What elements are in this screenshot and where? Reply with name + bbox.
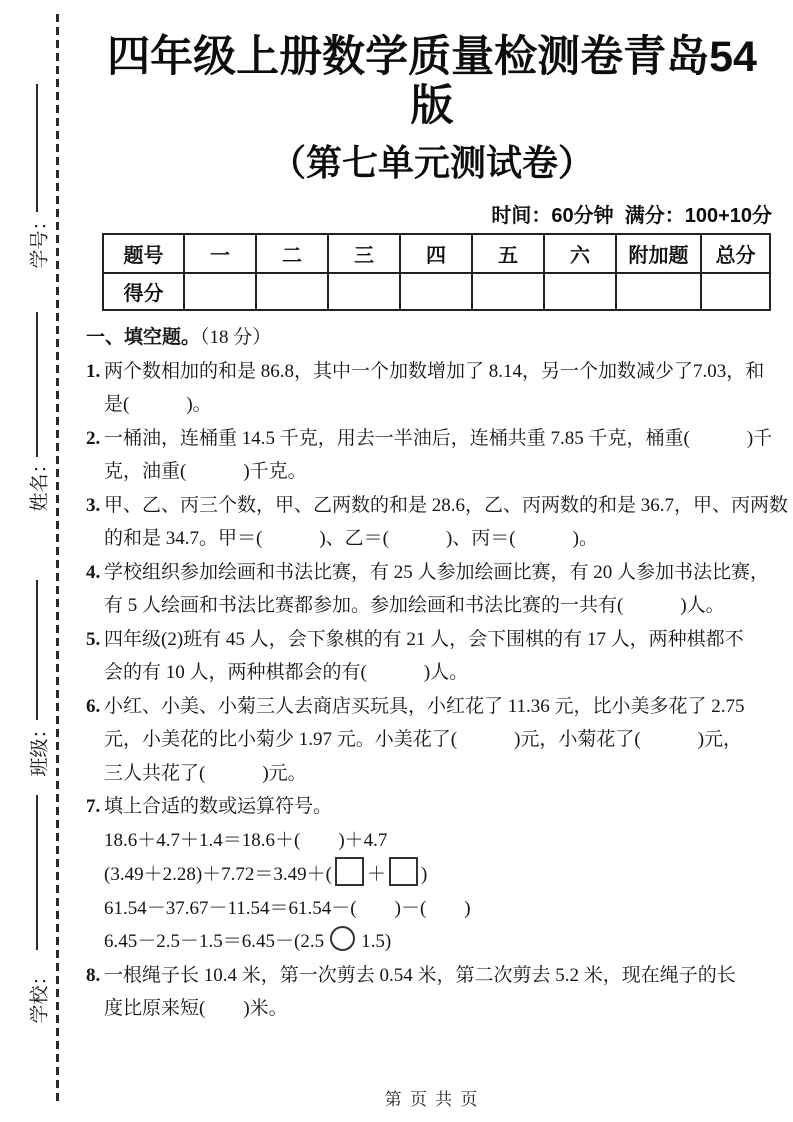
score-table-header-row bbox=[103, 234, 770, 273]
score-table-col: 总分 bbox=[701, 234, 770, 273]
formula-text: 6.45－2.5－1.5＝6.45－(2.5 bbox=[104, 931, 325, 953]
score-cell bbox=[616, 273, 701, 310]
question-line: 是( )。 bbox=[104, 394, 212, 416]
school-label: 学校： bbox=[29, 966, 51, 1024]
name-blank-line bbox=[36, 312, 38, 457]
question-line: 一桶油，连桶重 14.5 千克，用去一半油后，连桶共重 7.85 千克，桶重( )千 bbox=[104, 427, 773, 449]
score-table-col: 五 bbox=[472, 234, 544, 273]
score-table-corner: 题号 bbox=[103, 234, 184, 273]
question-number: 7. bbox=[86, 796, 101, 818]
formula-text: ＋ bbox=[366, 864, 386, 886]
question-line: 学校组织参加绘画和书法比赛，有 25 人参加绘画比赛，有 20 人参加书法比赛， bbox=[104, 561, 770, 583]
score-table-col: 附加题 bbox=[616, 234, 701, 273]
score-cell bbox=[544, 273, 616, 310]
score-table-score-row bbox=[103, 273, 770, 310]
question-4 bbox=[86, 556, 778, 623]
question-number: 8. bbox=[86, 964, 101, 986]
page-title: 四年级上册数学质量检测卷青岛54版 bbox=[107, 33, 757, 131]
question-7 bbox=[86, 790, 778, 959]
formula-text: ) bbox=[421, 864, 428, 886]
paper-content bbox=[86, 0, 789, 1026]
question-number: 1. bbox=[86, 360, 101, 382]
question-line: 克，油重( )千克。 bbox=[104, 461, 307, 483]
formula-text: 1.5) bbox=[361, 931, 392, 953]
score-cell bbox=[400, 273, 472, 310]
question-line: 元，小美花的比小菊少 1.97 元。小美花了( )元，小菊花了( )元， bbox=[104, 729, 743, 751]
section-heading bbox=[86, 321, 778, 355]
formula-line-with-circle bbox=[104, 925, 778, 959]
question-line: 有 5 人绘画和书法比赛都参加。参加绘画和书法比赛的一共有( )人。 bbox=[104, 595, 725, 617]
exam-meta: 时间：60分钟 满分：100+10分 bbox=[491, 205, 772, 228]
score-table-col: 一 bbox=[184, 234, 256, 273]
question-8 bbox=[86, 959, 778, 1026]
question-line: 两个数相加的和是 86.8，其中一个加数增加了 8.14，另一个加数减少了7.03，和 bbox=[104, 360, 765, 382]
score-table-col: 二 bbox=[256, 234, 328, 273]
question-line: 四年级(2)班有 45 人，会下象棋的有 21 人，会下围棋的有 17 人，两种棋都不 bbox=[104, 628, 744, 650]
question-line: 小红、小美、小菊三人去商店买玩具，小红花了 11.36 元，比小美多花了 2.75 bbox=[104, 695, 745, 717]
score-table-col: 六 bbox=[544, 234, 616, 273]
operator-circle bbox=[330, 926, 355, 951]
score-table-col: 三 bbox=[328, 234, 400, 273]
formula-text: (3.49＋2.28)＋7.72＝3.49＋( bbox=[104, 864, 332, 886]
section-heading-main: 一、填空题。 bbox=[86, 327, 201, 349]
question-line: 的和是 34.7。甲＝( )、乙＝( )、丙＝( )。 bbox=[104, 528, 598, 550]
question-number: 3. bbox=[86, 494, 101, 516]
question-line: 三人共花了( )元。 bbox=[104, 762, 307, 784]
question-line: 一根绳子长 10.4 米，第一次剪去 0.54 米，第二次剪去 5.2 米，现在绳子的长 bbox=[104, 964, 736, 986]
score-cell bbox=[701, 273, 770, 310]
question-3 bbox=[86, 489, 789, 556]
answer-box bbox=[335, 857, 364, 886]
page-footer: 第 页 共 页 bbox=[384, 1090, 480, 1109]
score-cell bbox=[256, 273, 328, 310]
section-heading-points: （18 分） bbox=[200, 327, 272, 349]
score-cell bbox=[328, 273, 400, 310]
student-id-blank-line bbox=[36, 84, 38, 212]
score-table bbox=[102, 233, 771, 311]
formula-line: 61.54－37.67－11.54＝61.54－( )－( ) bbox=[104, 897, 471, 919]
question-number: 4. bbox=[86, 561, 101, 583]
score-label: 得分 bbox=[103, 273, 184, 310]
fill-in-section bbox=[86, 321, 789, 1026]
question-line: 甲、乙、丙三个数，甲、乙两数的和是 28.6，乙、丙两数的和是 36.7，甲、丙两数 bbox=[104, 494, 789, 516]
name-label: 姓名： bbox=[29, 454, 51, 512]
question-number: 2. bbox=[86, 427, 101, 449]
question-number: 5. bbox=[86, 628, 101, 650]
score-cell bbox=[472, 273, 544, 310]
question-line: 填上合适的数或运算符号。 bbox=[104, 796, 333, 818]
formula-line-with-boxes bbox=[104, 857, 778, 892]
page-subtitle: （第七单元测试卷） bbox=[269, 141, 594, 183]
question-number: 6. bbox=[86, 695, 101, 717]
score-table-col: 四 bbox=[400, 234, 472, 273]
question-line: 会的有 10 人，两种棋都会的有( )人。 bbox=[104, 662, 469, 684]
question-line: 度比原来短( )米。 bbox=[104, 998, 288, 1020]
formula-line: 18.6＋4.7＋1.4＝18.6＋( )＋4.7 bbox=[104, 829, 388, 851]
question-1 bbox=[86, 355, 778, 422]
answer-box bbox=[389, 857, 418, 886]
school-blank-line bbox=[36, 795, 38, 950]
student-id-label: 学号： bbox=[29, 211, 51, 269]
class-blank-line bbox=[36, 580, 38, 720]
margin-dashed-rule bbox=[56, 14, 59, 1106]
class-label: 班级： bbox=[29, 719, 51, 777]
question-5 bbox=[86, 623, 778, 690]
score-cell bbox=[184, 273, 256, 310]
question-6 bbox=[86, 690, 778, 791]
question-2 bbox=[86, 422, 778, 489]
